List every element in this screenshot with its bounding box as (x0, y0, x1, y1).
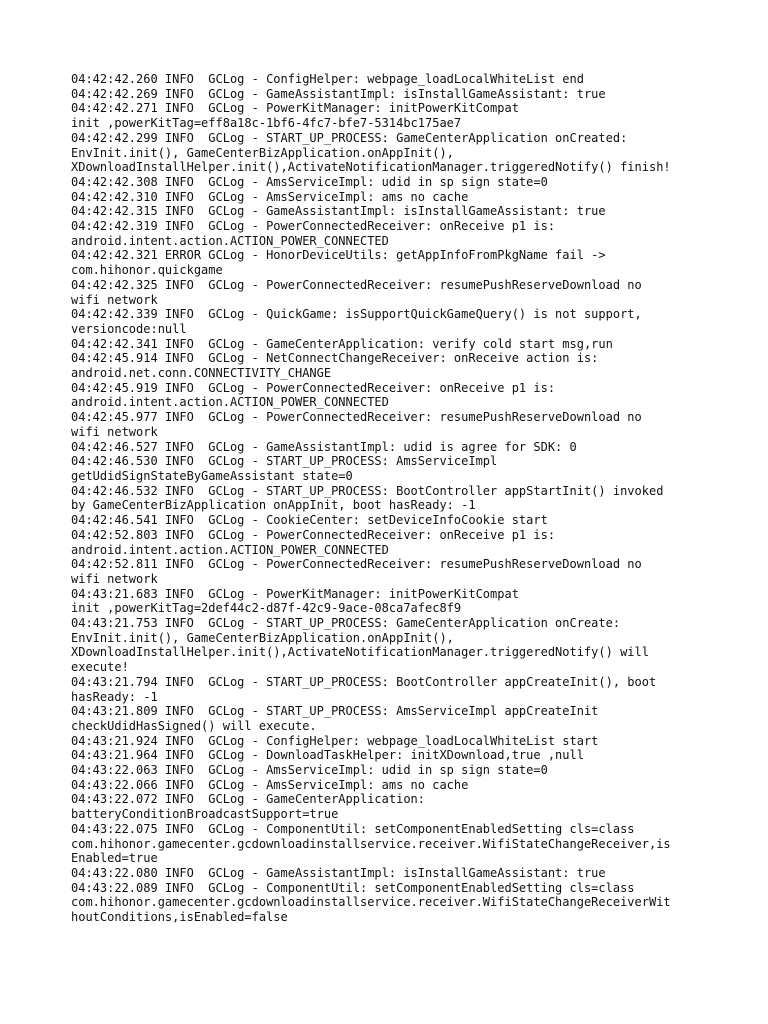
log-line: android.intent.action.ACTION_POWER_CONNECTED (71, 542, 389, 557)
log-line: com.hihonor.gamecenter.gcdownloadinstallservice.receiver.WifiStateChangeReceiverWit (71, 895, 671, 910)
log-line: wifi network (71, 292, 158, 307)
log-line: 04:43:22.089 INFO GCLog - ComponentUtil: setComponentEnabledSetting cls=class (71, 880, 635, 895)
log-line: 04:42:42.260 INFO GCLog - ConfigHelper: webpage_loadLocalWhiteList end (71, 72, 584, 86)
log-line: 04:42:42.310 INFO GCLog - AmsServiceImpl: ams no cache (71, 189, 469, 204)
log-line: 04:43:22.075 INFO GCLog - ComponentUtil: setComponentEnabledSetting cls=class (71, 821, 635, 836)
log-line: 04:42:45.919 INFO GCLog - PowerConnectedReceiver: onReceive p1 is: (71, 380, 556, 395)
log-line: 04:43:21.924 INFO GCLog - ConfigHelper: webpage_loadLocalWhiteList start (71, 733, 599, 748)
log-line: 04:43:22.080 INFO GCLog - GameAssistantImpl: isInstallGameAssistant: true (71, 865, 606, 880)
log-line: 04:43:21.964 INFO GCLog - DownloadTaskHelper: initXDownload,true ,null (71, 748, 584, 763)
log-line: versioncode:null (71, 321, 187, 336)
log-line: 04:43:21.683 INFO GCLog - PowerKitManager: initPowerKitCompat (71, 586, 519, 601)
log-line: 04:43:22.063 INFO GCLog - AmsServiceImpl: udid in sp sign state=0 (71, 763, 548, 778)
log-line: init ,powerKitTag=2def44c2-d87f-42c9-9ace-08ca7afec8f9 (71, 601, 462, 616)
log-line: android.intent.action.ACTION_POWER_CONNECTED (71, 395, 389, 410)
log-line: 04:43:21.809 INFO GCLog - START_UP_PROCESS: AmsServiceImpl appCreateInit (71, 704, 599, 719)
log-line: EnvInit.init(), GameCenterBizApplication.onAppInit(), (71, 630, 454, 645)
log-line: houtConditions,isEnabled=false (71, 910, 288, 925)
log-line: 04:42:42.271 INFO GCLog - PowerKitManager: initPowerKitCompat (71, 101, 519, 116)
log-line: 04:42:52.803 INFO GCLog - PowerConnectedReceiver: onReceive p1 is: (71, 527, 556, 542)
log-line: com.hihonor.gamecenter.gcdownloadinstallservice.receiver.WifiStateChangeReceiver,is (71, 836, 671, 851)
log-line: 04:43:21.753 INFO GCLog - START_UP_PROCESS: GameCenterApplication onCreate: (71, 616, 621, 631)
log-line: 04:42:42.319 INFO GCLog - PowerConnectedReceiver: onReceive p1 is: (71, 219, 556, 234)
log-line: 04:43:21.794 INFO GCLog - START_UP_PROCESS: BootController appCreateInit(), boot (71, 674, 657, 689)
log-line: by GameCenterBizApplication onAppInit, boot hasReady: -1 (71, 498, 476, 513)
log-line: 04:42:45.977 INFO GCLog - PowerConnectedReceiver: resumePushReserveDownload no (71, 410, 642, 425)
log-line: 04:42:46.527 INFO GCLog - GameAssistantImpl: udid is agree for SDK: 0 (71, 439, 577, 454)
log-line: 04:43:22.072 INFO GCLog - GameCenterApplication: (71, 792, 426, 807)
log-line: 04:42:46.530 INFO GCLog - START_UP_PROCESS: AmsServiceImpl (71, 454, 498, 469)
log-line: 04:43:22.066 INFO GCLog - AmsServiceImpl: ams no cache (71, 777, 469, 792)
log-line: init ,powerKitTag=eff8a18c-1bf6-4fc7-bfe7-5314bc175ae7 (71, 116, 462, 131)
log-line: XDownloadInstallHelper.init(),ActivateNotificationManager.triggeredNotify() will (71, 645, 649, 660)
log-line: 04:42:42.315 INFO GCLog - GameAssistantImpl: isInstallGameAssistant: true (71, 204, 606, 219)
log-line: 04:42:42.308 INFO GCLog - AmsServiceImpl: udid in sp sign state=0 (71, 174, 548, 189)
log-line: 04:42:52.811 INFO GCLog - PowerConnectedReceiver: resumePushReserveDownload no (71, 557, 642, 572)
log-line: Enabled=true (71, 851, 158, 866)
log-line: 04:42:42.339 INFO GCLog - QuickGame: isSupportQuickGameQuery() is not support, (71, 307, 642, 322)
log-line: 04:42:42.321 ERROR GCLog - HonorDeviceUtils: getAppInfoFromPkgName fail -> (71, 248, 606, 263)
log-line: 04:42:42.325 INFO GCLog - PowerConnectedReceiver: resumePushReserveDownload no (71, 277, 642, 292)
log-line: 04:42:42.299 INFO GCLog - START_UP_PROCESS: GameCenterApplication onCreated: (71, 130, 628, 145)
log-line: wifi network (71, 571, 158, 586)
log-line: 04:42:42.341 INFO GCLog - GameCenterApplication: verify cold start msg,run (71, 336, 613, 351)
log-line: com.hihonor.quickgame (71, 263, 223, 278)
log-line: wifi network (71, 424, 158, 439)
log-line: 04:42:45.914 INFO GCLog - NetConnectChangeReceiver: onReceive action is: (71, 351, 599, 366)
log-line: android.net.conn.CONNECTIVITY_CHANGE (71, 366, 332, 381)
log-line: 04:42:46.532 INFO GCLog - START_UP_PROCESS: BootController appStartInit() invoked (71, 483, 664, 498)
log-line: android.intent.action.ACTION_POWER_CONNECTED (71, 233, 389, 248)
log-line: execute! (71, 660, 129, 675)
log-line: 04:42:42.269 INFO GCLog - GameAssistantImpl: isInstallGameAssistant: true (71, 86, 606, 101)
log-line: batteryConditionBroadcastSupport=true (71, 807, 339, 822)
log-line: XDownloadInstallHelper.init(),ActivateNotificationManager.triggeredNotify() finish! (71, 160, 671, 175)
log-line: EnvInit.init(), GameCenterBizApplication.onAppInit(), (71, 145, 454, 160)
log-document (71, 72, 711, 925)
log-line: getUdidSignStateByGameAssistant state=0 (71, 468, 353, 483)
log-line: checkUdidHasSigned() will execute. (71, 718, 317, 733)
log-line: hasReady: -1 (71, 689, 158, 704)
log-line: 04:42:46.541 INFO GCLog - CookieCenter: setDeviceInfoCookie start (71, 513, 548, 528)
